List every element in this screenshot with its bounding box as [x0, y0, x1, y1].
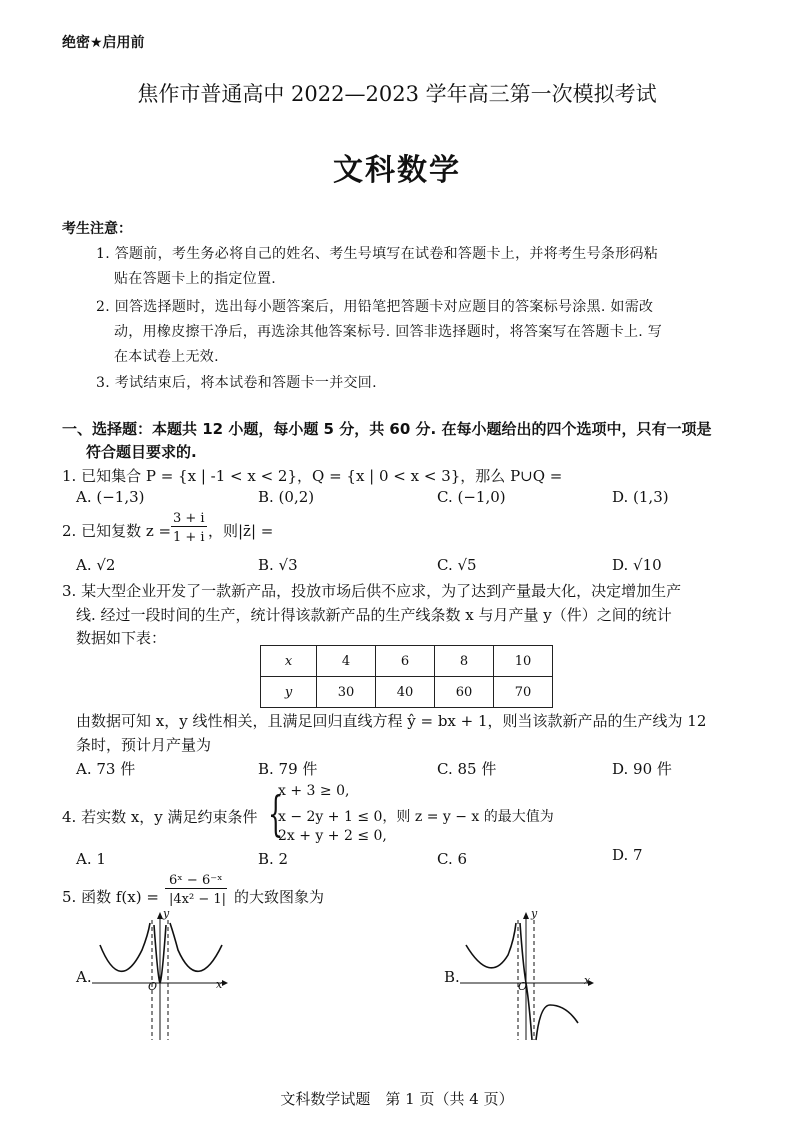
question-3-line: 3. 某大型企业开发了一款新产品，投放市场后供不应求，为了达到产量最大化，决定增加生产: [62, 582, 682, 600]
graph-b-x-label: x: [584, 974, 591, 987]
q1-option-a: A. (−1,3): [76, 488, 145, 506]
table-cell: 40: [376, 677, 435, 708]
table-cell: 30: [317, 677, 376, 708]
table-row-x: [261, 646, 553, 677]
q4-option-d: D. 7: [612, 846, 643, 864]
table-cell: 6: [376, 646, 435, 677]
graph-b: [458, 905, 598, 1045]
table-cell: 60: [435, 677, 494, 708]
statistics-table: [260, 645, 553, 708]
table-cell: x: [261, 646, 317, 677]
notice-line: 2. 回答选择题时，选出每小题答案后，用铅笔把答题卡对应题目的答案标号涂黑. 如需改: [96, 299, 654, 315]
question-3-line: 线. 经过一段时间的生产，统计得该款新产品的生产线条数 x 与月产量 y（件）之间的统计: [76, 606, 672, 624]
q3-option-d: D. 90 件: [612, 760, 672, 778]
q2-option-a: A. √2: [76, 556, 116, 574]
table-cell: 4: [317, 646, 376, 677]
q2-option-b: B. √3: [258, 556, 298, 574]
table-cell: y: [261, 677, 317, 708]
q3-option-b: B. 79 件: [258, 760, 318, 778]
graph-b-label: B.: [444, 968, 460, 986]
notice-line: 贴在答题卡上的指定位置.: [114, 271, 277, 287]
q1-option-c: C. (−1,0): [437, 488, 506, 506]
question-2-suffix: ，则|z̄| =: [208, 522, 274, 540]
q4-constraint: 2x + y + 2 ≤ 0,: [278, 828, 387, 844]
q5-fraction-numerator: 6ˣ − 6⁻ˣ: [165, 873, 227, 889]
q1-option-d: D. (1,3): [612, 488, 669, 506]
table-cell: 70: [494, 677, 553, 708]
section-heading: 一、选择题：本题共 12 小题，每小题 5 分，共 60 分. 在每小题给出的四个选项中，只有一项是: [62, 420, 712, 438]
graph-b-origin: O: [518, 980, 528, 993]
graph-a-y-label: y: [163, 907, 170, 920]
q4-constraint: x + 3 ≥ 0,: [278, 783, 350, 799]
notice-line: 动，用橡皮擦干净后，再选涂其他答案标号. 回答非选择题时，将答案写在答题卡上. 写: [114, 324, 663, 340]
graph-a-origin: O: [148, 980, 158, 993]
q2-fraction-denominator: 1 + i: [173, 530, 205, 545]
question-5-suffix: 的大致图象为: [234, 888, 325, 906]
q2-option-d: D. √10: [612, 556, 662, 574]
q2-option-c: C. √5: [437, 556, 477, 574]
graph-a-x-label: x: [216, 978, 223, 991]
q4-option-c: C. 6: [437, 850, 468, 868]
q3-option-a: A. 73 件: [76, 760, 136, 778]
graph-b-y-label: y: [531, 907, 538, 920]
table-cell: 10: [494, 646, 553, 677]
exam-title: 文科数学: [333, 153, 461, 188]
table-row-y: [261, 677, 553, 708]
q4-option-a: A. 1: [76, 850, 106, 868]
question-5-prefix: 5. 函数 f(x) =: [62, 888, 159, 906]
notice-line: 在本试卷上无效.: [114, 349, 219, 365]
confidential-label: 绝密★启用前: [62, 35, 145, 51]
q2-fraction-numerator: 3 + i: [173, 511, 205, 526]
q1-option-b: B. (0,2): [258, 488, 315, 506]
graph-a-label: A.: [76, 968, 92, 986]
question-3-line: 数据如下表：: [76, 629, 167, 647]
notice-heading: 考生注意：: [62, 221, 132, 237]
question-1-stem: 1. 已知集合 P = {x | -1 < x < 2}，Q = {x | 0 < x < 3}，那么 P∪Q =: [62, 467, 563, 485]
exam-subtitle: 焦作市普通高中 2022—2023 学年高三第一次模拟考试: [137, 82, 657, 106]
page-footer: 文科数学试题 第 1 页（共 4 页）: [280, 1090, 514, 1108]
graph-a: [90, 905, 230, 1045]
question-3-after: 由数据可知 x，y 线性相关，且满足回归直线方程 ŷ = bx + 1，则当该款新产品的生产线为 12: [76, 712, 707, 730]
notice-line: 3. 考试结束后，将本试卷和答题卡一并交回.: [96, 375, 377, 391]
section-heading-cont: 符合题目要求的.: [86, 443, 197, 461]
table-cell: 8: [435, 646, 494, 677]
q4-constraint: x − 2y + 1 ≤ 0，则 z = y − x 的最大值为: [278, 809, 554, 825]
notice-line: 1. 答题前，考生务必将自己的姓名、考生号填写在试卷和答题卡上，并将考生号条形码粘: [96, 246, 659, 262]
q4-option-b: B. 2: [258, 850, 289, 868]
question-3-after: 条时，预计月产量为: [76, 736, 212, 754]
brace-glyph: {: [268, 786, 284, 842]
question-2-prefix: 2. 已知复数 z =: [62, 522, 172, 540]
question-4-prefix: 4. 若实数 x，y 满足约束条件: [62, 808, 258, 826]
q5-fraction-denominator: |4x² − 1|: [169, 892, 227, 907]
q3-option-c: C. 85 件: [437, 760, 497, 778]
